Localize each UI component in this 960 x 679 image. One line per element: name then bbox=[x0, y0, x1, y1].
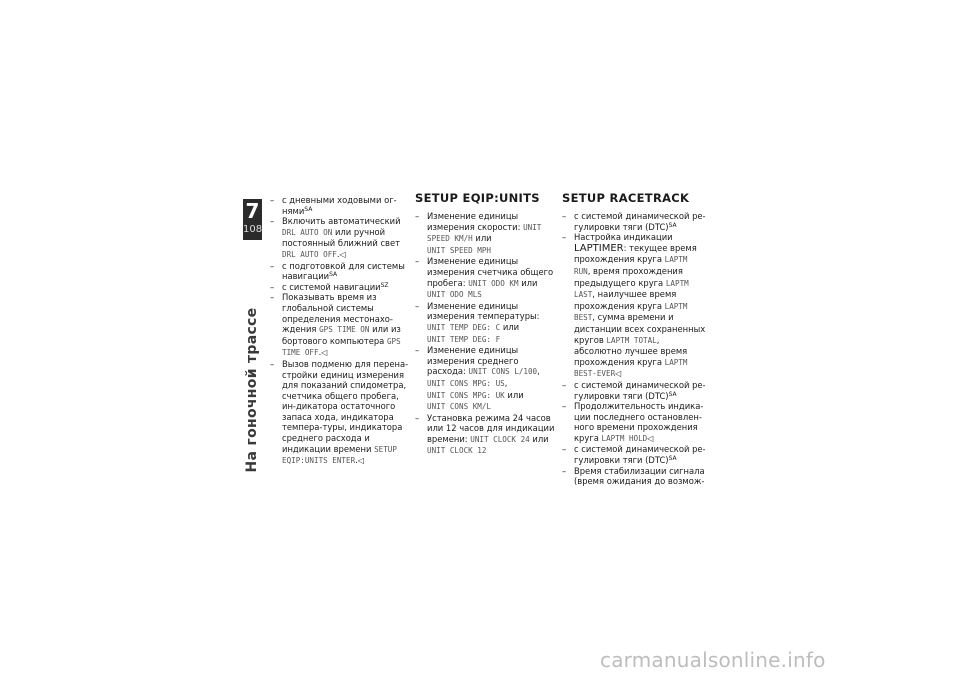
section-heading: SETUP RACETRACK bbox=[562, 191, 690, 205]
end-triangle-icon: ◁ bbox=[647, 433, 654, 443]
list-item: – Настройка индикации LAPTIMER: текущее время прохождения круга LAPTM RUN, время прохождения предыдущего круга LAPTM LAST, наилучшее время прохождения круга LAPTM BEST, сумма времени и дистанции всех сохраненных кругов LAPTM TOTAL, абсолютно лучшее время прохождения круга LAPTM BEST-EVER◁ bbox=[562, 232, 707, 380]
side-chapter-title: На гоночной трассе bbox=[244, 307, 260, 473]
column-1 bbox=[270, 195, 410, 467]
column-2 bbox=[415, 191, 557, 457]
watermark: carmanualsonline.info bbox=[600, 648, 826, 672]
list-item: – с системой навигации$^{SZ}$ bbox=[270, 282, 410, 293]
list-item: – Изменение единицы измерения скорости: UNIT SPEED KM/H или UNIT SPEED MPH bbox=[415, 211, 557, 256]
list-item: – Включить автоматический DRL AUTO ON или ручной постоянный ближний свет DRL AUTO OFF.◁ bbox=[270, 216, 410, 260]
list-item: – с подготовкой для системы навигации$^{SA}$ bbox=[270, 261, 410, 282]
chapter-number: 7 bbox=[245, 199, 260, 223]
list-item: – с системой динамической ре-гулировки тяги (DTC)$^{SA}$ bbox=[562, 380, 707, 401]
list-item: – Продолжительность индика-ции последнего остановлен-ного времени прохождения круга LAPTM HOLD◁ bbox=[562, 401, 707, 444]
list-item: – Изменение единицы измерения температуры: UNIT TEMP DEG: C или UNIT TEMP DEG: F bbox=[415, 301, 557, 345]
list-item: – Время стабилизации сигнала (время ожидания до возмож- bbox=[562, 466, 707, 487]
list-item: – Установка режима 24 часов или 12 часов для индикации времени: UNIT CLOCK 24 или UNIT CLOCK 12 bbox=[415, 413, 557, 457]
list-item: – с дневными ходовыми ог- нями$^{SA}$ bbox=[270, 195, 410, 216]
end-triangle-icon: ◁ bbox=[339, 249, 346, 259]
section-heading: SETUP EQIP:UNITS bbox=[415, 191, 540, 205]
list-item: – с системой динамической ре-гулировки тяги (DTC)$^{SA}$ bbox=[562, 444, 707, 465]
list-item: – с системой динамической ре-гулировки тяги (DTC)$^{SA}$ bbox=[562, 211, 707, 232]
end-triangle-icon: ◁ bbox=[357, 456, 364, 466]
page-number: 108 bbox=[243, 224, 263, 235]
list-item: – Вызов подменю для перена-стройки единиц измерения для показаний спидометра, счетчика общего пробега, ин-дикатора остаточного запаса хода, индикатора темпера-туры, индикатора среднего расхода и индикации времени SETUP EQIP:UNITS ENTER.◁ bbox=[270, 359, 410, 467]
list-item: – Изменение единицы измерения счетчика общего пробега: UNIT ODO KM или UNIT ODO MLS bbox=[415, 256, 557, 300]
end-triangle-icon: ◁ bbox=[321, 348, 328, 358]
column-3 bbox=[562, 191, 707, 487]
list-item: – Показывать время из глобальной системы определения местонахо-ждения GPS TIME ON или из бортового компьютера GPS TIME OFF.◁ bbox=[270, 292, 410, 359]
list-item: – Изменение единицы измерения среднего расхода: UNIT CONS L/100, UNIT CONS MPG: US, UNIT CONS MPG: UK или UNIT CONS KM/L bbox=[415, 345, 557, 413]
chapter-tab bbox=[243, 199, 262, 240]
end-triangle-icon: ◁ bbox=[615, 369, 622, 379]
